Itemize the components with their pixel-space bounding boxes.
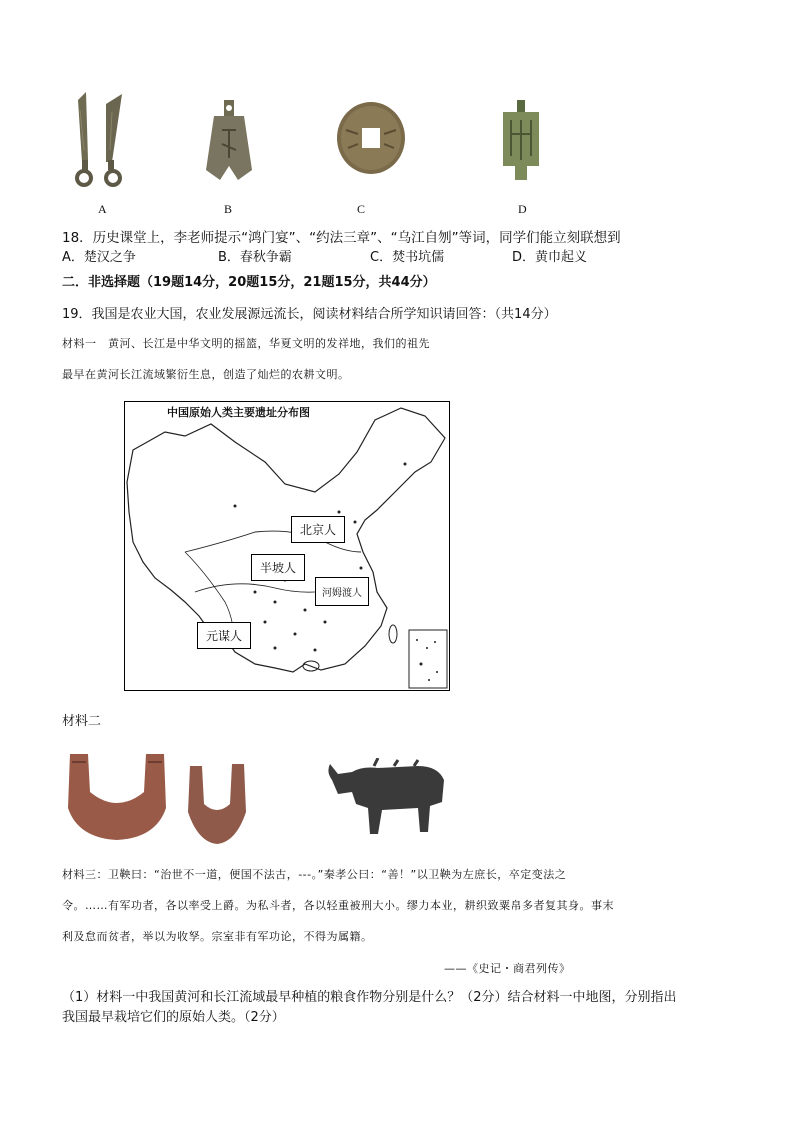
material-3-line-3: 利及怠而贫者，举以为收孥。宗室非有军功论，不得为属籍。 <box>62 930 373 943</box>
pointed-spade-coin-image <box>497 100 545 182</box>
bone-spade-small-image <box>186 762 248 846</box>
section-2-heading: 二．非选择题（19题14分，20题15分，21题15分，共44分） <box>62 275 436 290</box>
spade-coin-image <box>204 100 254 182</box>
map-label-hemudu: 河姆渡人 <box>315 577 369 606</box>
knife-coin-image <box>68 90 134 190</box>
question-18-option-a: A．楚汉之争 <box>62 250 136 265</box>
material-3-source: ——《史记・商君列传》 <box>444 962 571 975</box>
map-figure <box>124 401 450 691</box>
map-label-beijing: 北京人 <box>291 516 345 543</box>
material-1-line-2: 最早在黄河长江流域繁衍生息，创造了灿烂的农耕文明。 <box>62 368 350 381</box>
map-label-banpo: 半坡人 <box>251 554 305 581</box>
question-18-option-c: C．焚书坑儒 <box>370 250 445 265</box>
question-19-sub-1-line-2: 我国最早栽培它们的原始人类。（2分） <box>62 1010 285 1025</box>
question-18-option-d: D．黄巾起义 <box>512 250 588 265</box>
bronze-ox-image <box>322 758 450 838</box>
material-3-line-2: 令。……有军功者，各以率受上爵。为私斗者，各以轻重被刑大小。缪力本业，耕织致粟帛多者复其身。事末 <box>62 899 614 912</box>
question-19-sub-1-line-1: （1）材料一中我国黄河和长江流域最早种植的粮食作物分别是什么？（2分）结合材料一中地图，分别指出 <box>62 990 677 1005</box>
coin-label-c: C <box>357 202 366 216</box>
material-1-line-1: 材料一 黄河、长江是中华文明的摇篮，华夏文明的发祥地，我们的祖先 <box>62 337 430 350</box>
map-title: 中国原始人类主要遗址分布图 <box>167 406 310 419</box>
round-coin-image <box>336 100 406 176</box>
coin-label-d: D <box>518 202 527 216</box>
question-18-stem: 18．历史课堂上，李老师提示“鸿门宴”、“约法三章”、“乌江自刎”等词，同学们能立刻联想到 <box>62 230 621 246</box>
map-label-yuanmou: 元谋人 <box>197 622 251 649</box>
material-2-label: 材料二 <box>62 714 102 729</box>
coin-label-a: A <box>98 202 107 216</box>
material-3-line-1: 材料三：卫鞅曰：“治世不一道，便国不法古，---。”秦孝公曰：“善！”以卫鞅为左庶长，卒定变法之 <box>62 868 567 881</box>
bone-spade-large-image <box>66 752 168 842</box>
question-19-stem: 19．我国是农业大国，农业发展源远流长，阅读材料结合所学知识请回答：（共14分） <box>62 307 557 322</box>
coin-label-b: B <box>224 202 233 216</box>
question-18-option-b: B．春秋争霸 <box>218 250 292 265</box>
